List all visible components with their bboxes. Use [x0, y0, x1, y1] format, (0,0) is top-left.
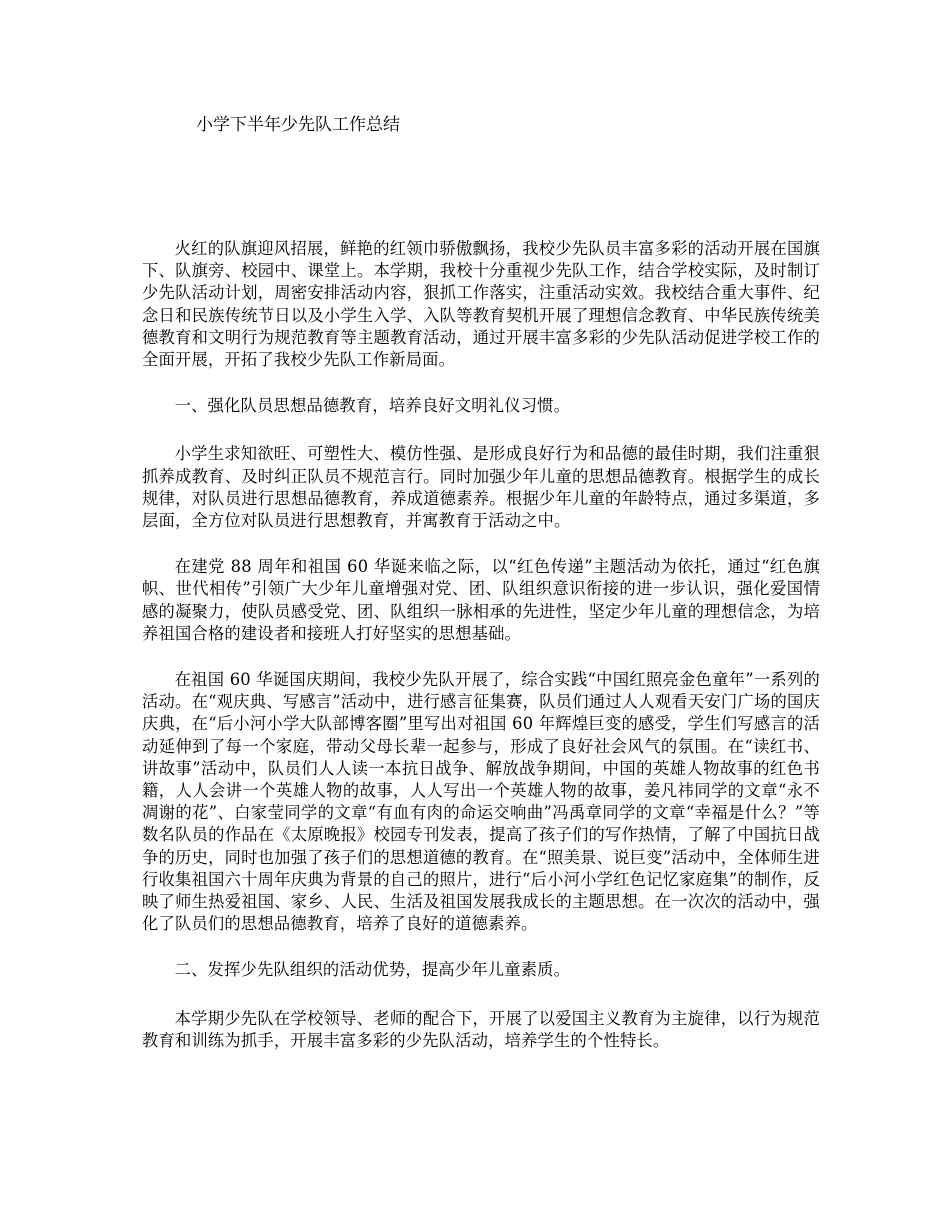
document-title: 小学下半年少先队工作总结 [196, 115, 400, 135]
section-1-paragraph-1: 小学生求知欲旺、可塑性大、模仿性强、是形成良好行为和品德的最佳时期，我们注重狠抓养成教育、及时纠正队员不规范言行。同时加强少年儿童的思想品德教育。根据学生的成长规律，对队员进行思想品德教育，养成道德素养。根据少年儿童的年龄特点，通过多渠道，多层面，全方位对队员进行思想教育，并寓教育于活动之中。 [142, 444, 820, 531]
intro-paragraph: 火红的队旗迎风招展，鲜艳的红领巾骄傲飘扬，我校少先队员丰富多彩的活动开展在国旗下、队旗旁、校园中、课堂上。本学期，我校十分重视少先队工作，结合学校实际，及时制订少先队活动计划，周密安排活动内容，狠抓工作落实，注重活动实效。我校结合重大事件、纪念日和民族传统节日以及小学生入学、入队等教育契机开展了理想信念教育、中华民族传统美德教育和文明行为规范教育等主题教育活动，通过开展丰富多彩的少先队活动促进学校工作的全面开展，开拓了我校少先队工作新局面。 [142, 239, 820, 370]
section-heading-1: 一、强化队员思想品德教育，培养良好文明礼仪习惯。 [174, 396, 571, 416]
section-2-paragraph-1: 本学期少先队在学校领导、老师的配合下，开展了以爱国主义教育为主旋律，以行为规范教育和训练为抓手，开展丰富多彩的少先队活动，培养学生的个性特长。 [142, 1008, 820, 1050]
document-body [142, 238, 820, 1076]
section-1-paragraph-3: 在祖国 60 华诞国庆期间，我校少先队开展了，综合实践“中国红照亮金色童年”一系列的活动。在“观庆典、写感言”活动中，进行感言征集赛，队员们通过人人观看天安门广场的国庆庆典，在“后小河小学大队部博客圈”里写出对祖国 60 年辉煌巨变的感受，学生们写感言的活动延伸到了每一个家庭，带动父母长辈一起参与，形成了良好社会风气的氛围。在“读红书、讲故事”活动中，队员们人人读一本抗日战争、解放战争期间，中国的英雄人物故事的红色书籍，人人会讲一个英雄人物的故事，人人写出一个英雄人物的故事，姜凡祎同学的文章“永不凋谢的花”、白家莹同学的文章“有血有肉的命运交响曲”冯禹章同学的文章“幸福是什么？”等数名队员的作品在《太原晚报》校园专刊发表，提高了孩子们的写作热情，了解了中国抗日战争的历史，同时也加强了孩子们的思想道德的教育。在“照美景、说巨变”活动中，全体师生进行收集祖国六十周年庆典为背景的自己的照片，进行“后小河小学红色记忆家庭集”的制作，反映了师生热爱祖国、家乡、人民、生活及祖国发展我成长的主题思想。在一次次的活动中，强化了队员们的思想品德教育，培养了良好的道德素养。 [142, 670, 820, 934]
section-heading-2: 二、发挥少先队组织的活动优势，提高少年儿童素质。 [174, 960, 571, 980]
section-1-paragraph-2: 在建党 88 周年和祖国 60 华诞来临之际，以“红色传递”主题活动为依托，通过“红色旗帜、世代相传”引领广大少年儿童增强对党、团、队组织意识衔接的进一步认识，强化爱国情感的凝聚力，使队员感受党、团、队组织一脉相承的先进性，坚定少年儿童的理想信念，为培养祖国合格的建设者和接班人打好坚实的思想基础。 [142, 557, 820, 643]
